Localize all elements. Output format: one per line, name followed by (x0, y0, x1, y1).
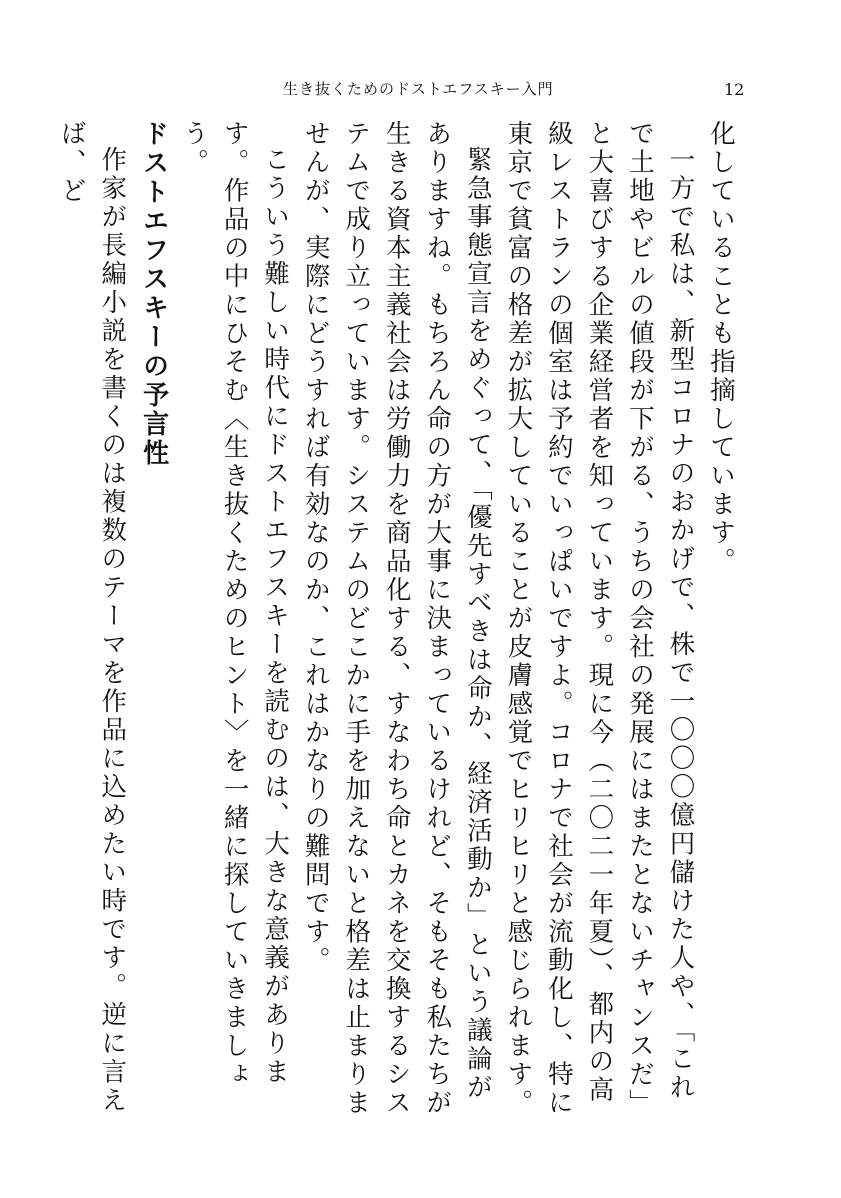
paragraph: 作家が長編小説を書くのは複数のテーマを作品に込めたい時です。逆に言えば、ど (56, 120, 128, 1115)
paragraph: こういう難しい時代にドストエフスキーを読むのは、大きな意義があります。作品の中にひそむ〈生き抜くためのヒント〉を一緒に探していきましょう。 (179, 120, 291, 1089)
paragraph-continuation: 化していることも指摘しています。 (706, 120, 736, 576)
page-number: 12 (724, 80, 745, 99)
body-text (56, 120, 741, 1130)
section-heading: ドストエフスキーの予言性 (138, 120, 169, 468)
paragraph: 緊急事態宣言をめぐって、「優先すべきは命か、経済活動か」という議論がありますね。もちろん命の方が大事に決まっているけれど、そもそも私たちが生きる資本主義社会は労働力を商品化する、すなわち命とカネを交換するシステムで成り立っています。システムのどこかに手を加えないと格差は止まりませんが、実際にどうすれば有効なのか、これはかなりの難問です。 (300, 120, 493, 1118)
paragraph: 一方で私は、新型コロナのおかげで、株で一〇〇〇億円儲けた人や、「これで土地やビルの値段が下がる、うちの会社の発展にはまたとないチャンスだ」と大喜びする企業経営者を知っています。現に今（二〇二一年夏）、都内の高級レストランの個室は予約でいっぱいですよ。コロナで社会が流動化し、特に東京で貧富の格差が拡大していることが皮膚感覚でヒリヒリと感じられます。 (503, 120, 696, 1118)
running-title: 生き抜くためのドストエフスキー入門 (283, 80, 554, 98)
